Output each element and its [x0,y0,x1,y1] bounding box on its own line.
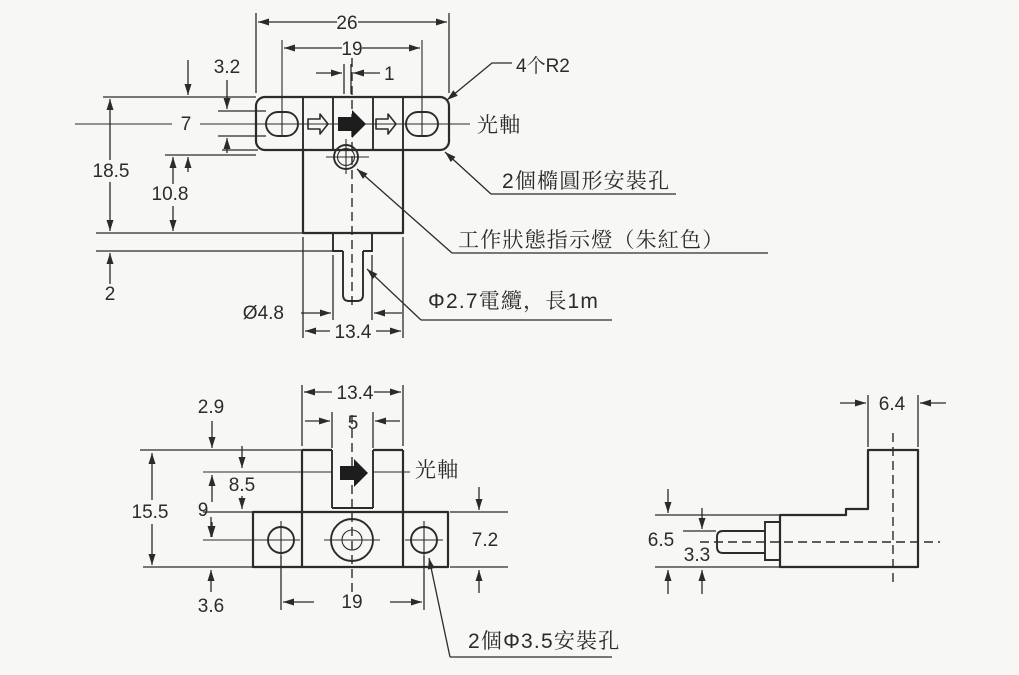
label-indicator: 工作狀態指示燈（朱紅色） [458,229,725,252]
label-cable: Φ2.7電纜，長1m [428,290,600,313]
dim-front-15-5: 15.5 [131,502,169,523]
dim-top-18-5: 18.5 [92,161,130,182]
dim-top-width-26: 26 [336,13,358,34]
side-view-centerlines [700,433,940,587]
label-optical-axis-front: 光軸 [415,459,460,482]
front-view [132,383,621,657]
top-view-callouts [357,55,768,320]
dim-front-13-4: 13.4 [336,383,374,404]
solid-arrow-icon [338,110,366,138]
top-view [75,13,768,343]
label-optical-axis-top: 光軸 [477,114,522,137]
dim-front-7-2: 7.2 [471,530,499,551]
top-view-centerlines [75,40,470,310]
dim-top-bushing-4-8: Ø4.8 [242,303,284,324]
solid-arrow-icon [340,459,368,487]
dim-top-10-8: 10.8 [151,184,189,205]
dim-front-19: 19 [341,592,363,613]
dim-top-body-13-4: 13.4 [334,322,372,343]
label-oval-holes: 2個橢圓形安裝孔 [502,170,671,193]
front-view-callouts [415,459,620,657]
dim-front-8-5: 8.5 [228,475,256,496]
dim-front-3-6: 3.6 [197,596,225,617]
dim-front-2-9: 2.9 [197,397,225,418]
dim-top-offset-1: 1 [384,64,395,85]
dim-side-6-4: 6.4 [878,394,906,415]
dim-front-9: 9 [197,500,209,521]
side-view [648,394,946,594]
dim-top-holes-19: 19 [341,39,363,60]
dim-top-2: 2 [104,284,116,305]
label-corner-radius: 4个R2 [516,56,570,77]
dim-front-5: 5 [347,413,359,434]
dim-top-7: 7 [180,114,192,135]
dim-top-3-2: 3.2 [213,57,241,78]
front-view-centerlines [203,415,410,592]
front-view-dimensions [132,383,508,617]
side-view-dimensions [648,394,946,594]
dim-side-3-3: 3.3 [683,545,711,566]
side-view-part-outline [717,450,918,567]
dim-side-6-5: 6.5 [647,530,675,551]
front-cable-bushing [324,519,380,561]
top-view-dimensions [93,13,449,343]
front-mounting-holes [203,521,443,559]
label-mount-holes: 2個Φ3.5安裝孔 [468,630,621,653]
